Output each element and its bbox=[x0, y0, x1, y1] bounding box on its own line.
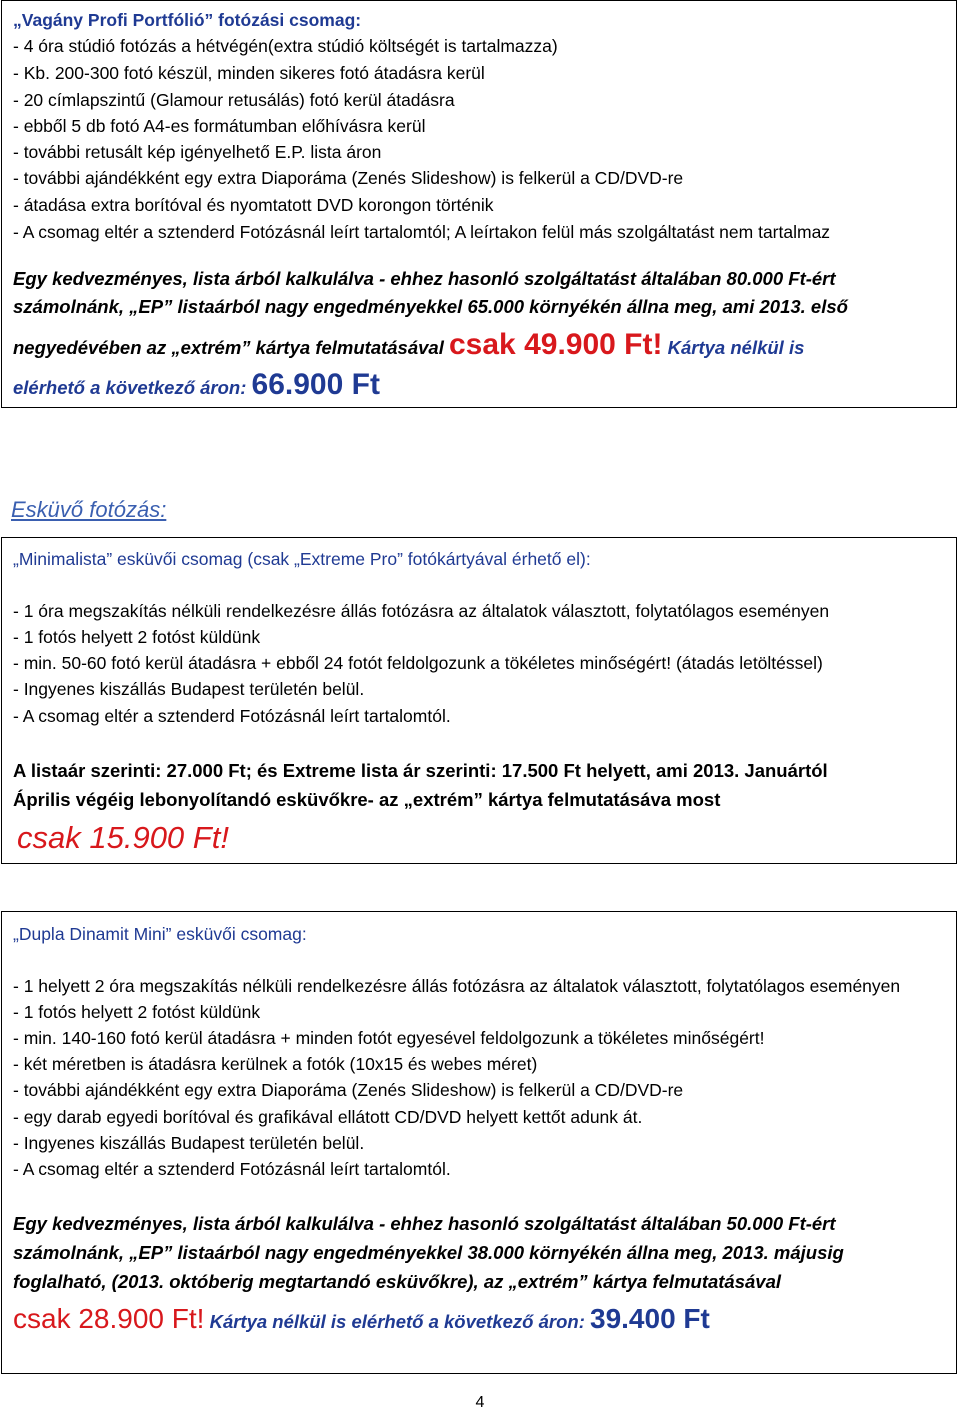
list-item: - Ingyenes kiszállás Budapest területén belül. bbox=[13, 1133, 365, 1153]
offer-text bbox=[13, 327, 804, 366]
price-text: Április végéig lebonyolítandó esküvőkre- az „extrém” kártya felmutatásáva most bbox=[13, 789, 721, 810]
list-item: - 20 címlapszintű (Glamour retusálás) fotó kerül átadásra bbox=[13, 90, 455, 110]
offer-text-part: Kártya nélkül is bbox=[662, 337, 805, 358]
offer-price-no-card: 66.900 Ft bbox=[251, 368, 380, 401]
list-item: - Kb. 200-300 fotó készül, minden sikeres fotó átadásra kerül bbox=[13, 63, 485, 83]
list-item: - Ingyenes kiszállás Budapest területén belül. bbox=[13, 679, 365, 699]
offer-text: számolnánk, „EP” listaárból nagy engedményekkel 65.000 környékén állna meg, ami 2013. első bbox=[13, 296, 848, 317]
offer-text: foglalható, (2013. októberig megtartandó esküvőkre), az „extrém” kártya felmutatásával bbox=[13, 1271, 782, 1292]
list-item: - további ajándékként egy extra Diaporáma (Zenés Slideshow) is felkerül a CD/DVD-re bbox=[13, 168, 684, 188]
list-item: - A csomag eltér a sztenderd Fotózásnál leírt tartalomtól. bbox=[13, 706, 451, 726]
list-item: - további ajándékként egy extra Diaporáma (Zenés Slideshow) is felkerül a CD/DVD-re bbox=[13, 1080, 684, 1100]
list-item: - min. 140-160 fotó kerül átadásra + minden fotót egyesével feldolgozunk a tökéletes minőségért! bbox=[13, 1028, 765, 1048]
offer-text bbox=[13, 367, 380, 406]
list-item: - további retusált kép igényelhető E.P. lista áron bbox=[13, 142, 382, 162]
package-title: „Minimalista” esküvői csomag (csak „Extreme Pro” fotókártyával érhető el): bbox=[13, 549, 591, 569]
list-item: - A csomag eltér a sztenderd Fotózásnál leírt tartalomtól. bbox=[13, 1159, 451, 1179]
section-heading: Esküvő fotózás: bbox=[11, 497, 167, 522]
offer-price: csak 15.900 Ft! bbox=[17, 820, 229, 855]
list-item: - átadása extra borítóval és nyomtatott DVD korongon történik bbox=[13, 195, 494, 215]
list-item: - 1 helyett 2 óra megszakítás nélküli rendelkezésre állás fotózásra az általatok választott, folytatólagos eseményen bbox=[13, 976, 901, 996]
offer-text: számolnánk, „EP” listaárból nagy engedményekkel 38.000 környékén állna meg, 2013. májusig bbox=[13, 1242, 844, 1263]
offer-price-no-card: 39.400 Ft bbox=[590, 1303, 710, 1334]
package-box-dupla-dinamit bbox=[1, 911, 957, 1374]
list-item: - A csomag eltér a sztenderd Fotózásnál leírt tartalomtól; A leírtakon felül más szolgáltatást nem tartalmaz bbox=[13, 222, 831, 242]
offer-price-line bbox=[13, 1299, 710, 1342]
offer-text: Egy kedvezményes, lista árból kalkulálva - ehhez hasonló szolgáltatást általában 50.000 Ft-ért bbox=[13, 1213, 836, 1234]
offer-text-part: negyedévében az „extrém” kártya felmutatásával bbox=[13, 337, 449, 358]
offer-text-part: Kártya nélkül is elérhető a következő áron: bbox=[204, 1311, 590, 1332]
list-item: - egy darab egyedi borítóval és grafikával ellátott CD/DVD helyett kettőt adunk át. bbox=[13, 1107, 643, 1127]
offer-text: Egy kedvezményes, lista árból kalkulálva - ehhez hasonló szolgáltatást általában 80.000 Ft-ért bbox=[13, 268, 836, 289]
offer-price: csak 28.900 Ft! bbox=[13, 1303, 205, 1334]
package-box-minimalista bbox=[1, 537, 957, 864]
package-title: „Vagány Profi Portfólió” fotózási csomag: bbox=[13, 10, 362, 30]
list-item: - min. 50-60 fotó kerül átadásra + ebből 24 fotót feldolgozunk a tökéletes minőségért! (átadás letöltéssel) bbox=[13, 653, 823, 673]
list-item: - ebből 5 db fotó A4-es formátumban előhívásra kerül bbox=[13, 116, 426, 136]
price-text: A listaár szerinti: 27.000 Ft; és Extreme lista ár szerinti: 17.500 Ft helyett, ami 2013. Januártól bbox=[13, 760, 828, 781]
list-item: - 4 óra stúdió fotózás a hétvégén(extra stúdió költségét is tartalmazza) bbox=[13, 36, 558, 56]
offer-text-part: elérhető a következő áron: bbox=[13, 377, 252, 398]
package-box-vagany bbox=[1, 0, 957, 408]
list-item: - két méretben is átadásra kerülnek a fotók (10x15 és webes méret) bbox=[13, 1054, 538, 1074]
list-item: - 1 fotós helyett 2 fotóst küldünk bbox=[13, 627, 261, 647]
package-title: „Dupla Dinamit Mini” esküvői csomag: bbox=[13, 924, 307, 944]
list-item: - 1 fotós helyett 2 fotóst küldünk bbox=[13, 1002, 261, 1022]
list-item: - 1 óra megszakítás nélküli rendelkezésre állás fotózásra az általatok választott, folytatólagos eseményen bbox=[13, 601, 830, 621]
offer-price: csak 49.900 Ft! bbox=[449, 328, 663, 361]
page-number: 4 bbox=[475, 1394, 485, 1411]
